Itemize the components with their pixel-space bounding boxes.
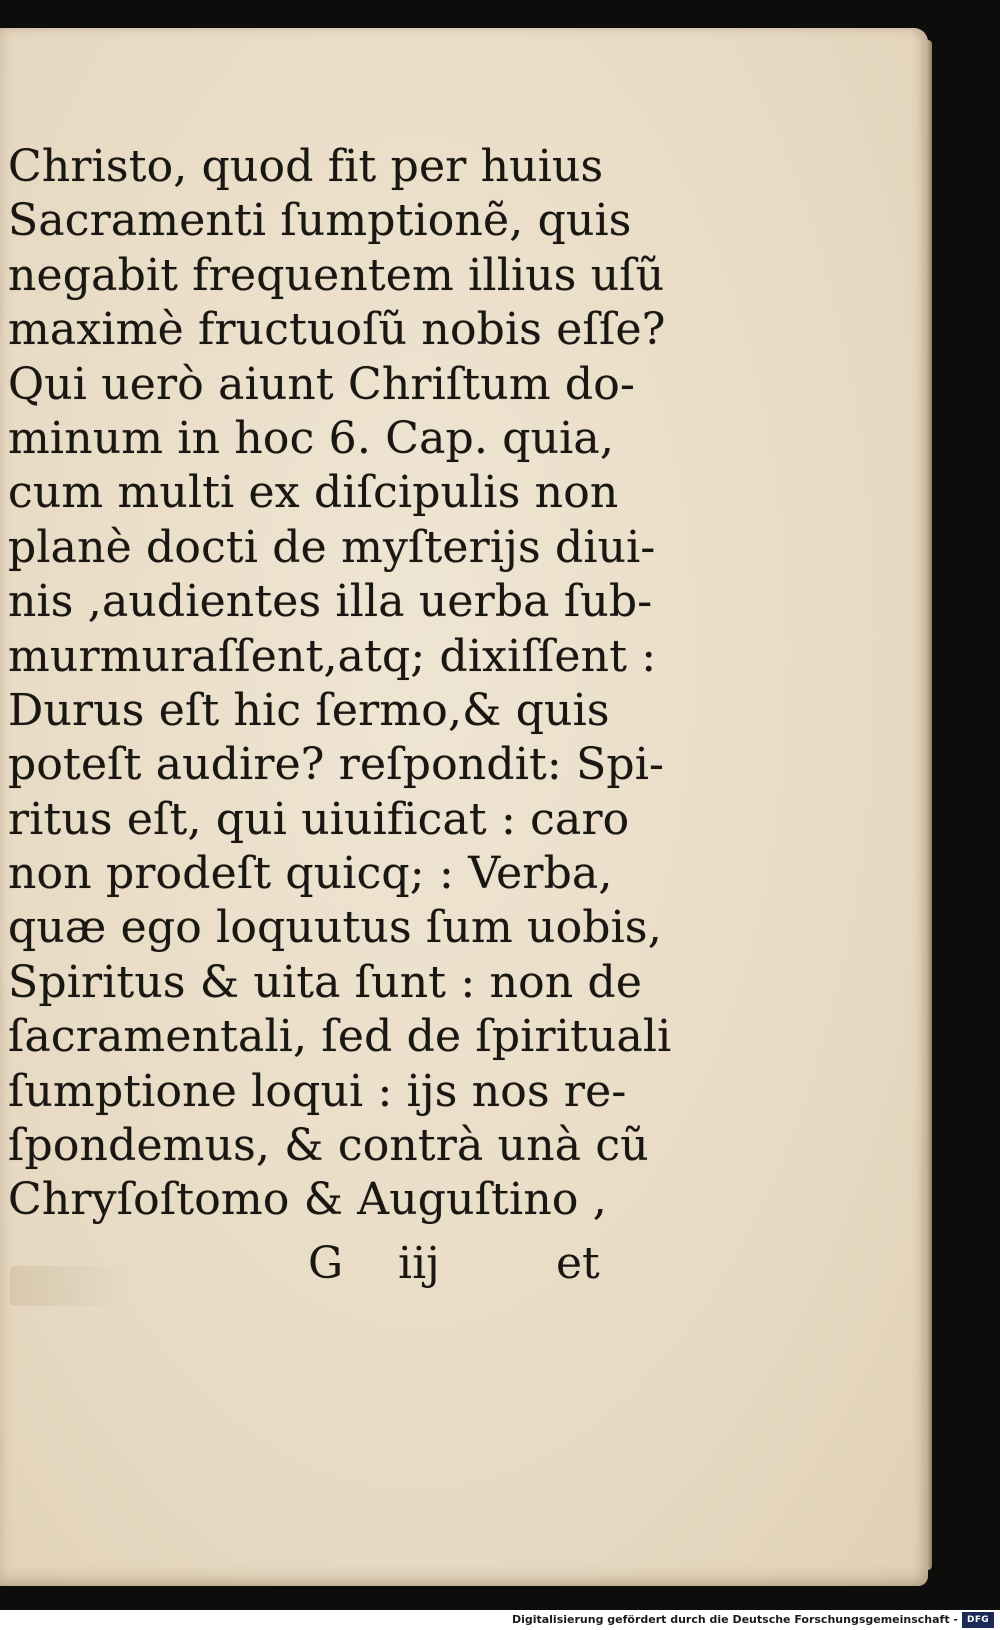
page-text-block — [8, 140, 672, 1228]
text-line: Spiritus & uita ſunt : non de — [8, 956, 643, 1008]
text-line: Christo, quod fit per huius — [8, 141, 604, 192]
credit-text: Digitalisierung gefördert durch die Deutsche Forschungsgemeinschaft - — [511, 1613, 958, 1626]
text-line: Sacramenti ſumptionẽ, quis — [8, 195, 632, 247]
text-line: ſpondemus, & contrà unà cũ — [8, 1120, 649, 1172]
text-line: Durus eſt hic ſermo,& quis — [8, 684, 610, 736]
signature-line — [0, 1237, 640, 1297]
text-line: negabit frequentem illius uſũ — [8, 249, 665, 301]
text-line: Qui uerò aiunt Chriſtum do- — [8, 358, 636, 410]
text-line: poteſt audire? reſpondit: Spi- — [8, 739, 665, 791]
catchword: et — [556, 1238, 600, 1289]
text-line: ritus eſt, qui uiuificat : caro — [8, 793, 630, 845]
page-edge — [926, 40, 932, 1570]
book-page — [0, 28, 928, 1586]
signature-number: iij — [398, 1238, 440, 1289]
text-line: Chryſoſtomo & Auguſtino , — [8, 1174, 607, 1226]
credit-bar — [0, 1610, 1000, 1630]
text-line: ſumptione loqui : ijs nos re- — [8, 1065, 627, 1117]
text-line: maximè fructuoſũ nobis eſſe? — [8, 304, 666, 356]
dfg-logo: DFG — [962, 1612, 994, 1628]
text-line: nis ,audientes illa uerba ſub- — [8, 576, 653, 628]
text-line: non prodeſt quicq; : Verba, — [8, 848, 613, 900]
text-line: cum multi ex diſcipulis non — [8, 467, 619, 519]
signature-letter: G — [308, 1238, 344, 1289]
text-line: murmuraſſent,atq; dixiſſent : — [8, 630, 657, 682]
text-line: minum in hoc 6. Cap. quia, — [8, 412, 615, 464]
text-line: planè docti de myſterijs diui- — [8, 521, 656, 573]
text-line: quæ ego loquutus ſum uobis, — [8, 902, 662, 954]
text-line: ſacramentali, ſed de ſpirituali — [8, 1011, 672, 1063]
